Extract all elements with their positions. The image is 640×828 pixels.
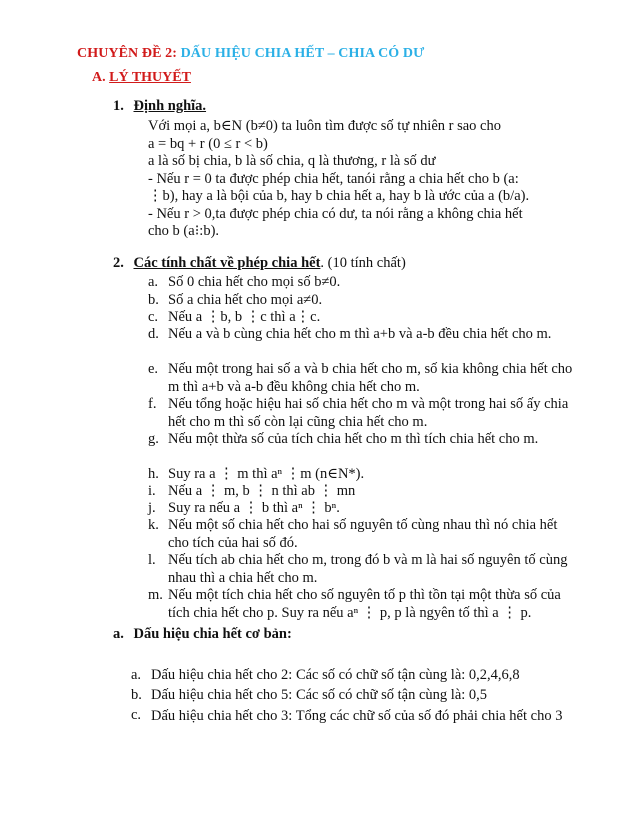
list-marker: a. [131, 667, 142, 683]
list-text: Nếu một thừa số của tích chia hết cho m thì tích chia hết cho m. [168, 431, 539, 447]
definition-line-3: a là số bị chia, b là số chia, q là thương, r là số dư [148, 153, 436, 169]
list-marker: c. [131, 707, 142, 723]
list-marker: h. [148, 466, 159, 482]
section-a-label: LÝ THUYẾT [109, 70, 191, 85]
list-text: Dấu hiệu chia hết cho 2: Các số có chữ số tận cùng là: 0,2,4,6,8 [151, 667, 520, 683]
list-marker: l. [148, 552, 156, 568]
list-text: Dấu hiệu chia hết cho 3: Tổng các chữ số của số đó phải chia hết cho 3 [151, 708, 563, 724]
properties-heading [113, 255, 406, 272]
definition-line-7: cho b (a⁝:b). [148, 223, 220, 239]
definition-number: 1. [113, 98, 124, 114]
list-text: Suy ra nếu a ⋮ b thì aⁿ ⋮ bⁿ. [168, 500, 340, 516]
list-marker: i. [148, 483, 156, 499]
list-text: Nếu một số chia hết cho hai số nguyên tố cùng nhau thì nó chia hết cho tích của hai số đó. [168, 517, 558, 551]
definition-line-2: a = bq + r (0 ≤ r < b) [148, 136, 268, 152]
list-text: Nếu tích ab chia hết cho m, trong đó b và m là hai số nguyên tố cùng nhau thì a chia hết cho m. [168, 552, 568, 586]
list-marker: b. [131, 687, 142, 703]
basic-signs-number: a. [113, 626, 124, 642]
list-text: Dấu hiệu chia hết cho 5: Các số có chữ số tận cùng là: 0,5 [151, 687, 488, 703]
list-marker: k. [148, 517, 159, 533]
properties-title: Các tính chất về phép chia hết [133, 255, 321, 271]
basic-signs-title: Dấu hiệu chia hết cơ bản: [133, 626, 292, 642]
definition-line-6: - Nếu r > 0,ta được phép chia có dư, ta nói rằng a không chia hết [148, 206, 523, 222]
list-text: Nếu một tích chia hết cho số nguyên tố p thì tồn tại một thừa số của tích chia hết cho p. Suy ra nếu aⁿ ⋮ p, p là ngyên tố thì a ⋮ p. [168, 587, 561, 621]
definition-line-1: Với mọi a, b∈N (b≠0) ta luôn tìm được số tự nhiên r sao cho [148, 118, 501, 134]
list-text: Số a chia hết cho mọi a≠0. [168, 292, 323, 308]
list-text: Nếu một trong hai số a và b chia hết cho m, số kia không chia hết cho m thì a+b và a-b đều không chia hết cho m. [168, 361, 573, 395]
list-marker: f. [148, 396, 157, 412]
title-main: DẤU HIỆU CHIA HẾT – CHIA CÓ DƯ [176, 46, 425, 61]
properties-note: . (10 tính chất) [320, 255, 406, 271]
list-text: Số 0 chia hết cho mọi số b≠0. [168, 274, 341, 290]
properties-number: 2. [113, 255, 124, 271]
list-marker: g. [148, 431, 159, 447]
list-text: Nếu tổng hoặc hiệu hai số chia hết cho m và một trong hai số ấy chia hết cho m thì số còn lại cũng chia hết cho m. [168, 396, 569, 430]
list-text: Nếu a ⋮b, b ⋮c thì a⋮c. [168, 309, 321, 325]
list-marker: b. [148, 292, 159, 308]
title-prefix: CHUYÊN ĐỀ 2: [77, 46, 177, 61]
list-marker: e. [148, 361, 159, 377]
list-marker: m. [148, 587, 163, 603]
section-a-letter: A. [92, 70, 110, 85]
definition-line-5: ⋮b), hay a là bội của b, hay b chia hết a, hay b là ước của a (b/a). [148, 188, 530, 204]
list-marker: c. [148, 309, 159, 325]
definition-heading [113, 98, 206, 115]
definition-title: Định nghĩa. [133, 98, 207, 114]
list-text: Nếu a ⋮ m, b ⋮ n thì ab ⋮ mn [168, 483, 356, 499]
definition-line-4: - Nếu r = 0 ta được phép chia hết, tanói rằng a chia hết cho b (a: [148, 171, 519, 187]
basic-signs-heading [113, 626, 292, 643]
list-text: Nếu a và b cùng chia hết cho m thì a+b và a-b đều chia hết cho m. [168, 326, 552, 342]
list-marker: d. [148, 326, 159, 342]
section-a-heading [92, 70, 191, 86]
list-marker: a. [148, 274, 159, 290]
list-marker: j. [148, 500, 156, 516]
list-text: Suy ra a ⋮ m thì aⁿ ⋮m (n∈N*). [168, 466, 365, 482]
document-title [77, 46, 424, 62]
